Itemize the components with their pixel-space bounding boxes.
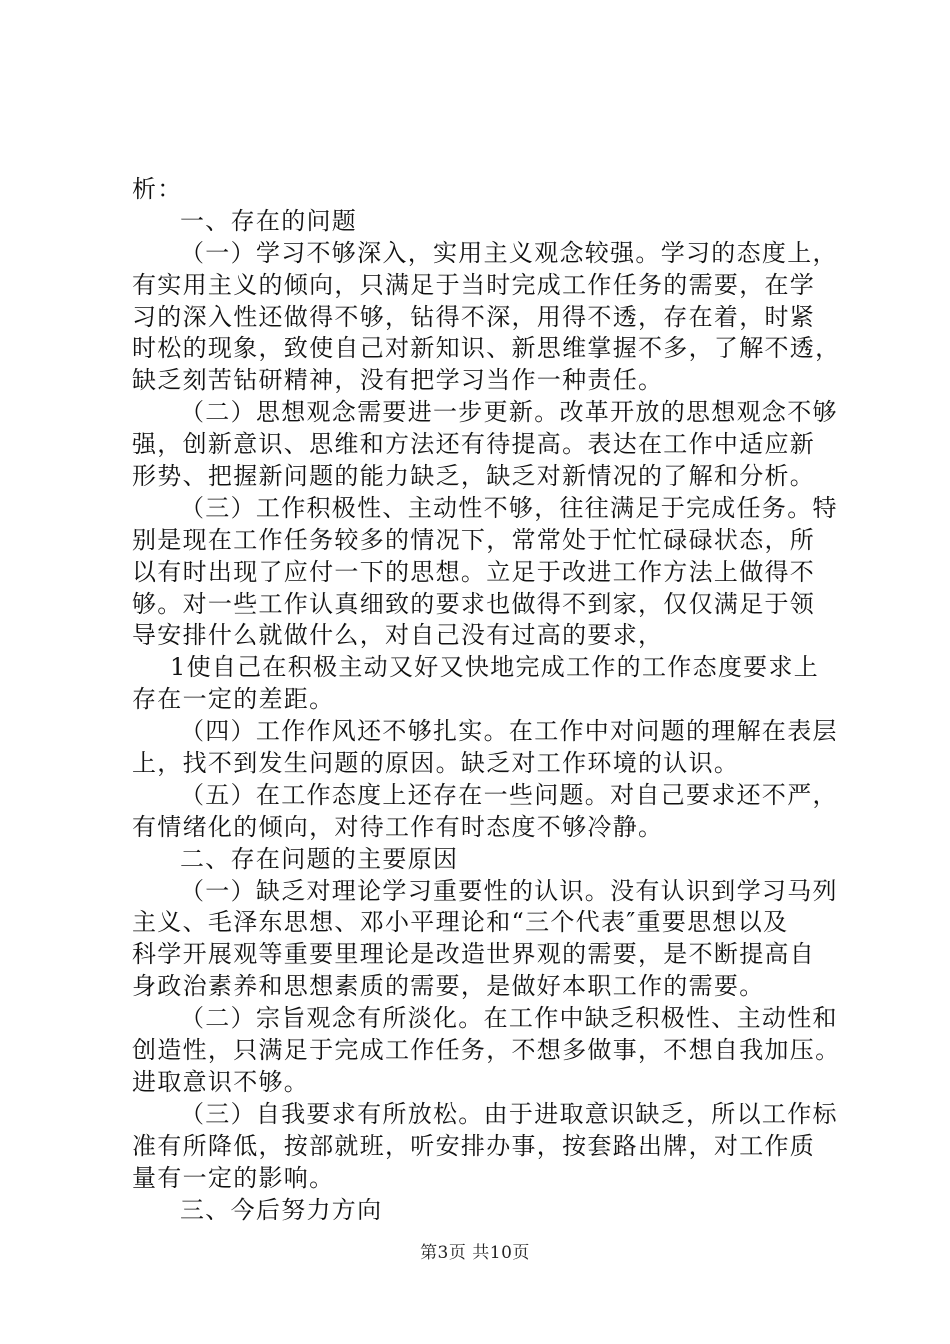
text-line: 主义、毛泽东思想、邓小平理论和“三个代表″重要思想以及 [132, 908, 789, 937]
paragraph-start: （二）思想观念需要进一步更新。改革开放的思想观念不够 [180, 398, 838, 427]
section-heading: 三、今后努力方向 [180, 1195, 383, 1224]
text-line: 存在一定的差距。 [132, 685, 335, 714]
text-line: 准有所降低，按部就班，听安排办事，按套路出牌，对工作质 [132, 1131, 816, 1160]
paragraph-start: （二）宗旨观念有所淡化。在工作中缺乏积极性、主动性和 [180, 1004, 838, 1033]
document-body [132, 174, 841, 1226]
text-line: 析： [132, 175, 183, 203]
text-line: 上，找不到发生问题的原因。缺乏对工作环境的认识。 [132, 749, 740, 778]
section-heading: 二、存在问题的主要原因 [180, 844, 459, 873]
text-line: 量有一定的影响。 [132, 1163, 335, 1192]
text-line: 时松的现象，致使自己对新知识、新思维掌握不多，了解不透， [132, 334, 841, 363]
section-heading: 一、存在的问题 [180, 206, 358, 235]
paragraph-start: （四）工作作风还不够扎实。在工作中对问题的理解在表层 [180, 717, 838, 746]
text-line: 进取意识不够。 [132, 1067, 310, 1096]
paragraph-start: （三）工作积极性、主动性不够，往往满足于完成任务。特 [180, 493, 838, 522]
paragraph-start: （五）在工作态度上还存在一些问题。对自己要求还不严， [180, 780, 838, 809]
text-line: 够。对一些工作认真细致的要求也做得不到家，仅仅满足于领 [132, 589, 816, 618]
text-line: 缺乏刻苦钻研精神，没有把学习当作一种责任。 [132, 366, 664, 395]
text-line: 导安排什么就做什么，对自己没有过高的要求， [132, 621, 664, 650]
text-line: 形势、把握新问题的能力缺乏，缺乏对新情况的了解和分析。 [132, 462, 816, 491]
text-line: 创造性，只满足于完成工作任务，不想多做事，不想自我加压。 [132, 1036, 841, 1065]
text-line: 习的深入性还做得不够，钻得不深，用得不透，存在着，时紧 [132, 302, 816, 331]
text-line: 身政治素养和思想素质的需要，是做好本职工作的需要。 [132, 972, 765, 1001]
paragraph-start: （一）学习不够深入，实用主义观念较强。学习的态度上， [180, 238, 838, 267]
text-line: 别是现在工作任务较多的情况下，常常处于忙忙碌碌状态，所 [132, 525, 816, 554]
text-line: 有情绪化的倾向，对待工作有时态度不够冷静。 [132, 812, 664, 841]
text-line: 强，创新意识、思维和方法还有待提高。表达在工作中适应新 [132, 430, 816, 459]
text-line: 以有时出现了应付一下的思想。立足于改进工作方法上做得不 [132, 557, 816, 586]
text-line: 科学开展观等重要里理论是改造世界观的需要，是不断提高自 [132, 940, 816, 969]
paragraph-start: （三）自我要求有所放松。由于进取意识缺乏，所以工作标 [180, 1099, 838, 1128]
text-line: 有实用主义的倾向，只满足于当时完成工作任务的需要，在学 [132, 270, 816, 299]
paragraph-start: 1使自己在积极主动又好又快地完成工作的工作态度要求上 [170, 653, 820, 682]
paragraph-start: （一）缺乏对理论学习重要性的认识。没有认识到学习马列 [180, 876, 838, 905]
page-footer: 第3页 共10页 [420, 1243, 530, 1263]
